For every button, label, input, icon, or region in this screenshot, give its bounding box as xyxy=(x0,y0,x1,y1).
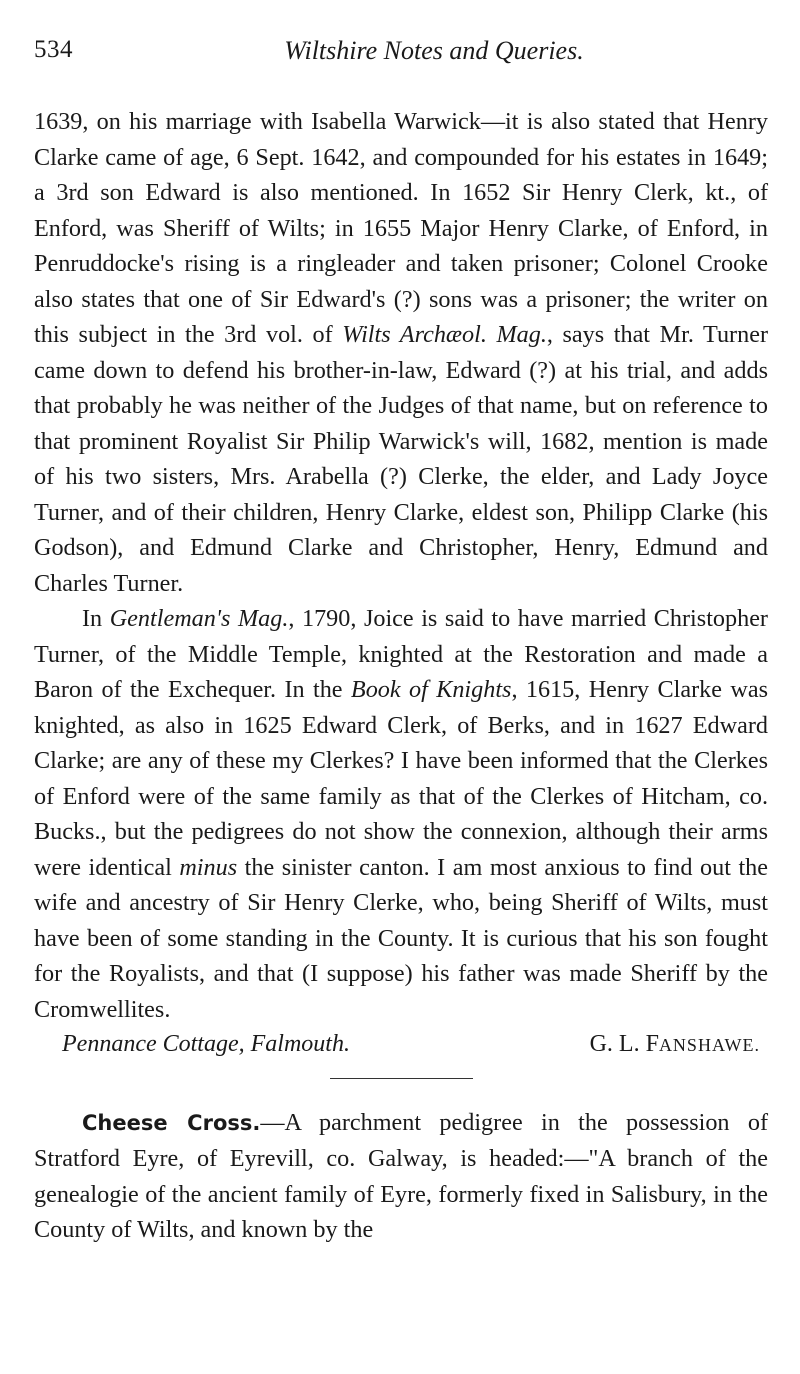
page-number: 534 xyxy=(34,36,73,63)
para2-text-3: , 1615, Henry Clarke was knighted, as also in 1625 Edward Clerk, of Berks, and in 1627 Edward Clarke; are any of these my Clerkes? I have been informed that the Clerkes of Enford were of the same family as that of the Clerkes of Hitcham, co. Bucks., but the pedigrees do not show the connexion, although their arms were identical xyxy=(34,676,768,881)
section-divider xyxy=(330,1078,473,1079)
para2-text-2: , 1790, Joice is said to have married Christopher Turner, of the Middle Temple, knighted at the Restoration and made a Baron of the Exchequer. In the xyxy=(34,605,768,703)
para1-text-1: 1639, on his marriage with Isabella Warwick—it is also stated that Henry Clarke came of age, 6 Sept. 1642, and compounded for his estates in 1649; a 3rd son Edward is also mentioned. In 1652 Sir Henry Clerk, kt., of Enford, was Sheriff of Wilts; in 1655 Major Henry Clarke, of Enford, in Penruddocke's rising is a ringleader and taken prisoner; Colonel Crooke also states that one of Sir Edward's (?) sons was a prisoner; the writer on this subject in the 3rd vol. of xyxy=(34,108,768,348)
body-text xyxy=(34,104,768,1248)
para2-italic-1: Gentleman's Mag. xyxy=(109,605,289,632)
running-title: Wiltshire Notes and Queries. xyxy=(284,36,584,65)
section-heading: Cheese Cross. xyxy=(82,1110,261,1135)
paragraph-3 xyxy=(34,1105,768,1248)
paragraph-2 xyxy=(34,601,768,1027)
para2-italic-2: Book of Knights xyxy=(350,676,512,703)
section-text: —A parchment pedigree in the possession of Stratford Eyre, of Eyrevill, co. Galway, is headed:—"A branch of the genealogie of the ancient family of Eyre, formerly fixed in Salisbury, in the County of Wilts, and known by the xyxy=(34,1108,768,1243)
paragraph-1 xyxy=(34,104,768,601)
signature-line xyxy=(34,1027,768,1064)
para1-italic-1: Wilts Archæol. Mag. xyxy=(342,321,547,348)
author-initials: G. L. F xyxy=(589,1031,659,1057)
author-surname-smallcaps: ANSHAWE. xyxy=(658,1035,760,1055)
signature-address: Pennance Cottage, Falmouth. xyxy=(62,1031,350,1057)
page-header xyxy=(34,36,774,76)
para2-italic-3: minus xyxy=(179,853,238,881)
para2-text-1: In xyxy=(82,605,110,632)
signature-author xyxy=(590,1027,760,1064)
para2-text-4: the sinister canton. I am most anxious to find out the wife and ancestry of Sir Henry Clerke, who, being Sheriff of Wilts, must have been of some standing in the County. It is curious that his son fought for the Royalists, and that (I suppose) his father was made Sheriff by the Cromwellites. xyxy=(34,853,768,1023)
para1-text-2: , says that Mr. Turner came down to defend his brother-in-law, Edward (?) at his trial, and adds that probably he was neither of the Judges of that name, but on reference to that prominent Royalist Sir Philip Warwick's will, 1682, mention is made of his two sisters, Mrs. Arabella (?) Clerke, the elder, and Lady Joyce Turner, and of their children, Henry Clarke, eldest son, Philipp Clarke (his Godson), and Edmund Clarke and Christopher, Henry, Edmund and Charles Turner. xyxy=(34,321,768,597)
